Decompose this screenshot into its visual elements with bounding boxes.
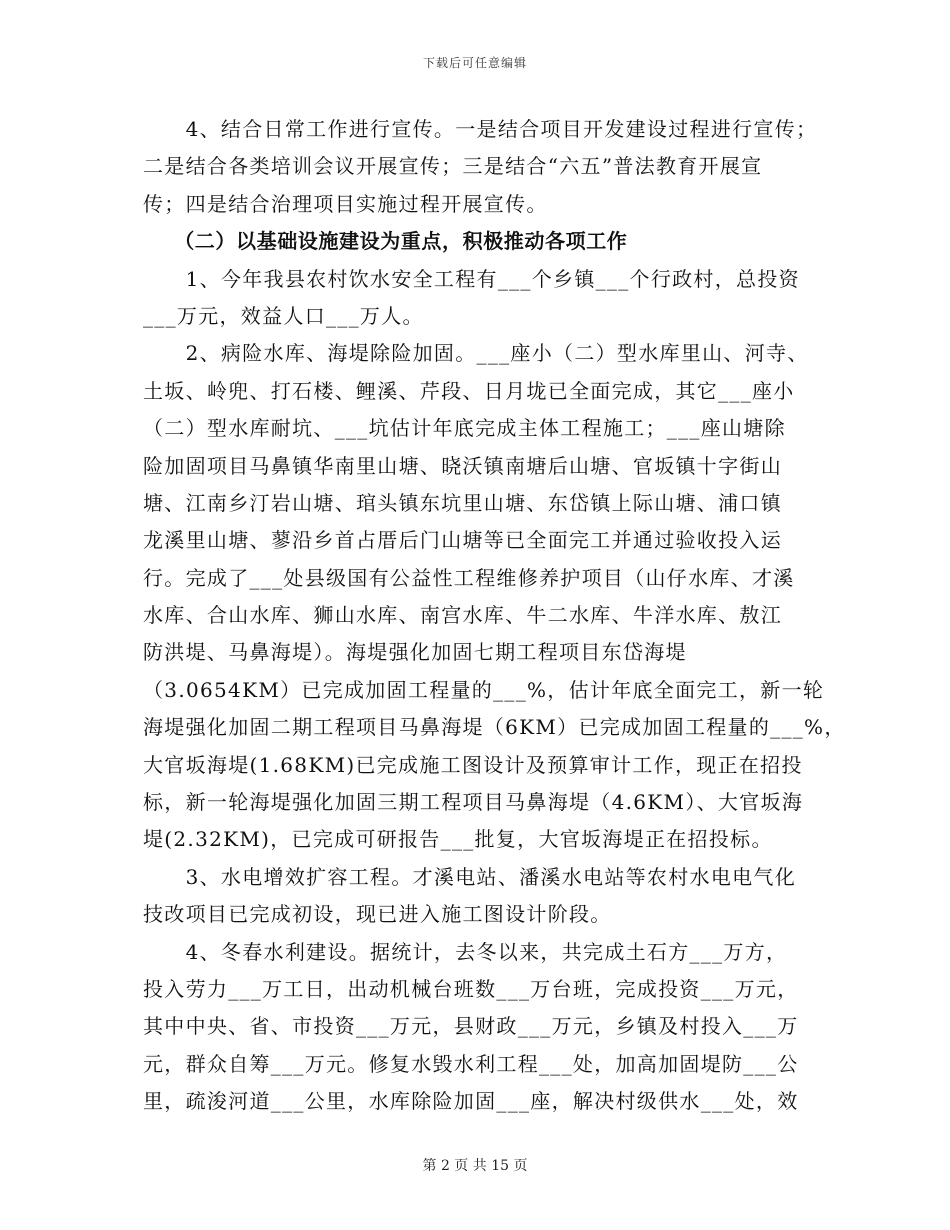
section-heading: （二）以基础设施建设为重点，积极推动各项工作 [143, 229, 628, 254]
text-line: 防洪堤、马鼻海堤）。海堤强化加固七期工程项目东岱海堤 [143, 640, 687, 665]
page-header: 下载后可任意编辑 [422, 56, 527, 70]
document-body [143, 111, 846, 1121]
text-line: 标，新一轮海堤强化加固三期工程项目马鼻海堤（4.6KM）、大官坂海 [143, 790, 804, 815]
text-line: 传；四是结合治理项目实施过程开展宣传。 [143, 191, 548, 216]
text-line: 行。完成了___处县级国有公益性工程维修养护项目（山仔水库、才溪 [143, 565, 795, 590]
text-line: 海堤强化加固二期工程项目马鼻海堤（6KM）已完成加固工程量的___%， [143, 715, 846, 740]
text-line: 投入劳力___万工日，出动机械台班数___万台班，完成投资___万元， [143, 976, 799, 1001]
text-line: 龙溪里山塘、蓼沿乡首占厝后门山塘等已全面完工并通过验收投入运 [143, 528, 782, 553]
text-line: 塘、江南乡汀岩山塘、琯头镇东坑里山塘、东岱镇上际山塘、浦口镇 [143, 490, 782, 515]
text-line: ___万元，效益人口___万人。 [143, 303, 424, 328]
text-line: 4、结合日常工作进行宣传。一是结合项目开发建设过程进行宣传； [143, 117, 818, 141]
text-line: 里，疏浚河道___公里，水库除险加固___座，解决村级供水___处，效 [143, 1089, 799, 1114]
text-line: 险加固项目马鼻镇华南里山塘、晓沃镇南塘后山塘、官坂镇十字街山 [143, 453, 782, 478]
text-line: （3.0654KM）已完成加固工程量的___%，估计年底全面完工，新一轮 [143, 677, 825, 702]
text-line: 土坂、岭兜、打石楼、鲤溪、芹段、日月垅已全面完成，其它___座小 [143, 378, 795, 403]
text-line: 大官坂海堤(1.68KM)已完成施工图设计及预算审计工作，现正在招投 [143, 752, 803, 777]
text-line: 其中中央、省、市投资___万元，县财政___万元，乡镇及村投入___万 [143, 1014, 799, 1039]
text-line: 技改项目已完成初设，现已进入施工图设计阶段。 [143, 902, 612, 927]
text-line: （二）型水库耐坑、___坑估计年底完成主体工程施工；___座山塘除 [143, 416, 786, 441]
text-line: 2、病险水库、海堤除险加固。___座小（二）型水库里山、河寺、 [143, 341, 809, 366]
text-line: 堤(2.32KM)，已完成可研报告___批复，大官坂海堤正在招投标。 [143, 827, 773, 852]
text-line: 1、今年我县农村饮水安全工程有___个乡镇___个行政村，总投资 [143, 266, 800, 291]
text-line: 3、水电增效扩容工程。才溪电站、潘溪水电站等农村水电电气化 [143, 864, 797, 889]
text-line: 水库、合山水库、狮山水库、南宫水库、牛二水库、牛洋水库、敖江 [143, 603, 782, 628]
text-line: 4、冬春水利建设。据统计，去冬以来，共完成土石方___万方， [143, 939, 788, 964]
text-line: 二是结合各类培训会议开展宣传；三是结合“六五”普法教育开展宣 [143, 154, 763, 179]
text-line: 元，群众自筹___万元。修复水毁水利工程___处，加高加固堤防___公 [143, 1051, 799, 1076]
page-footer: 第 2 页 共 15 页 [422, 1158, 528, 1174]
